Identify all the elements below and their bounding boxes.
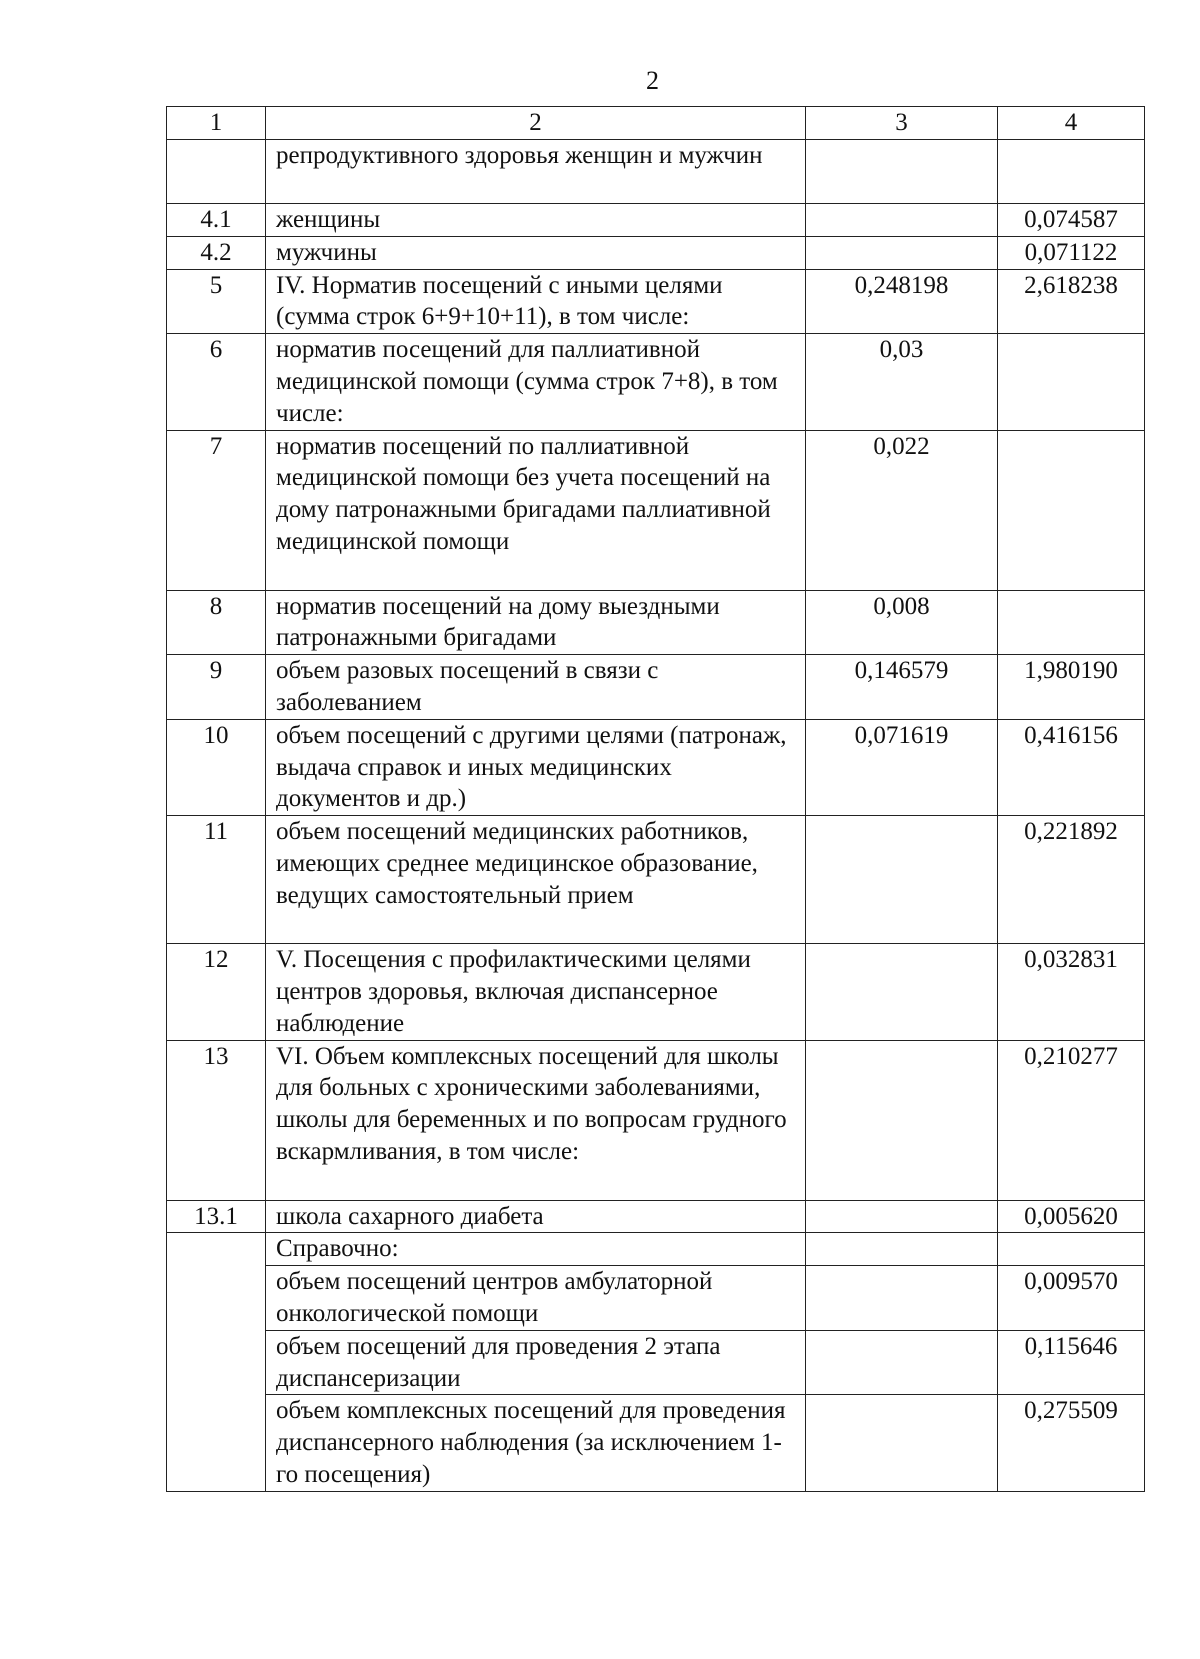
row-text: объем посещений медицинских работников, имеющих среднее медицинское образование, ведущих самостоятельный прием — [266, 816, 806, 944]
row-col4 — [998, 334, 1145, 430]
row-text: объем посещений для проведения 2 этапа диспансеризации — [266, 1330, 806, 1395]
row-col4: 0,005620 — [998, 1200, 1145, 1233]
row-number: 5 — [167, 269, 266, 334]
row-number: 6 — [167, 334, 266, 430]
row-text: школа сахарного диабета — [266, 1200, 806, 1233]
table-row — [167, 430, 1145, 590]
row-col4: 0,009570 — [998, 1266, 1145, 1331]
header-col-4: 4 — [998, 107, 1145, 140]
row-number: 12 — [167, 944, 266, 1040]
row-col3 — [806, 204, 998, 237]
row-text: мужчины — [266, 236, 806, 269]
row-col3 — [806, 816, 998, 944]
table-row — [167, 719, 1145, 815]
normative-table — [166, 106, 1145, 1492]
row-col4 — [998, 430, 1145, 590]
row-col4 — [998, 590, 1145, 655]
row-col4: 0,275509 — [998, 1395, 1145, 1491]
row-text: объем посещений с другими целями (патронаж, выдача справок и иных медицинских документов и др.) — [266, 719, 806, 815]
row-number: 13.1 — [167, 1200, 266, 1233]
row-number: 8 — [167, 590, 266, 655]
reference-row — [167, 1395, 1145, 1491]
row-col3: 0,248198 — [806, 269, 998, 334]
row-number — [167, 140, 266, 204]
page-number: 2 — [646, 66, 659, 95]
table-header-row — [167, 107, 1145, 140]
row-number: 9 — [167, 655, 266, 720]
row-text: женщины — [266, 204, 806, 237]
row-col4: 0,115646 — [998, 1330, 1145, 1395]
row-col4: 0,071122 — [998, 236, 1145, 269]
header-col-3: 3 — [806, 107, 998, 140]
table-row — [167, 269, 1145, 334]
table-row — [167, 204, 1145, 237]
row-col4: 2,618238 — [998, 269, 1145, 334]
table-row — [167, 1200, 1145, 1233]
reference-label-row — [167, 1233, 1145, 1266]
row-number: 13 — [167, 1040, 266, 1200]
row-col4: 1,980190 — [998, 655, 1145, 720]
row-col3 — [806, 1266, 998, 1331]
row-number: 11 — [167, 816, 266, 944]
row-col4 — [998, 140, 1145, 204]
row-col3: 0,146579 — [806, 655, 998, 720]
row-col4: 0,210277 — [998, 1040, 1145, 1200]
table-row — [167, 140, 1145, 204]
header-col-2: 2 — [266, 107, 806, 140]
table-row — [167, 590, 1145, 655]
row-col3 — [806, 1395, 998, 1491]
row-col3 — [806, 1040, 998, 1200]
row-col3: 0,008 — [806, 590, 998, 655]
table-row — [167, 944, 1145, 1040]
row-col3 — [806, 140, 998, 204]
row-text: IV. Норматив посещений с иными целями (сумма строк 6+9+10+11), в том числе: — [266, 269, 806, 334]
row-col4: 0,032831 — [998, 944, 1145, 1040]
row-number: 10 — [167, 719, 266, 815]
row-col3: 0,071619 — [806, 719, 998, 815]
row-number: 7 — [167, 430, 266, 590]
reference-number-cell — [167, 1233, 266, 1491]
row-col4: 0,074587 — [998, 204, 1145, 237]
row-text: норматив посещений по паллиативной медицинской помощи без учета посещений на дому патронажными бригадами паллиативной медицинской помощи — [266, 430, 806, 590]
header-col-1: 1 — [167, 107, 266, 140]
table-row — [167, 816, 1145, 944]
row-col3 — [806, 1330, 998, 1395]
table-row — [167, 236, 1145, 269]
row-text: объем разовых посещений в связи с заболеванием — [266, 655, 806, 720]
row-text: VI. Объем комплексных посещений для школы для больных с хроническими заболеваниями, школы для беременных и по вопросам грудного вскармливания, в том числе: — [266, 1040, 806, 1200]
row-col3 — [806, 944, 998, 1040]
reference-label: Справочно: — [266, 1233, 806, 1266]
row-col3 — [806, 1233, 998, 1266]
row-text: объем комплексных посещений для проведения диспансерного наблюдения (за исключением 1-го посещения) — [266, 1395, 806, 1491]
row-number: 4.2 — [167, 236, 266, 269]
reference-row — [167, 1266, 1145, 1331]
row-text: норматив посещений на дому выездными патронажными бригадами — [266, 590, 806, 655]
table-row — [167, 1040, 1145, 1200]
row-text: V. Посещения с профилактическими целями центров здоровья, включая диспансерное наблюдение — [266, 944, 806, 1040]
row-col3 — [806, 1200, 998, 1233]
row-col4 — [998, 1233, 1145, 1266]
reference-row — [167, 1330, 1145, 1395]
row-text: объем посещений центров амбулаторной онкологической помощи — [266, 1266, 806, 1331]
row-text: репродуктивного здоровья женщин и мужчин — [266, 140, 806, 204]
table-row — [167, 334, 1145, 430]
table-row — [167, 655, 1145, 720]
row-text: норматив посещений для паллиативной медицинской помощи (сумма строк 7+8), в том числе: — [266, 334, 806, 430]
row-col3: 0,022 — [806, 430, 998, 590]
row-col3: 0,03 — [806, 334, 998, 430]
row-col4: 0,221892 — [998, 816, 1145, 944]
row-col3 — [806, 236, 998, 269]
row-number: 4.1 — [167, 204, 266, 237]
row-col4: 0,416156 — [998, 719, 1145, 815]
